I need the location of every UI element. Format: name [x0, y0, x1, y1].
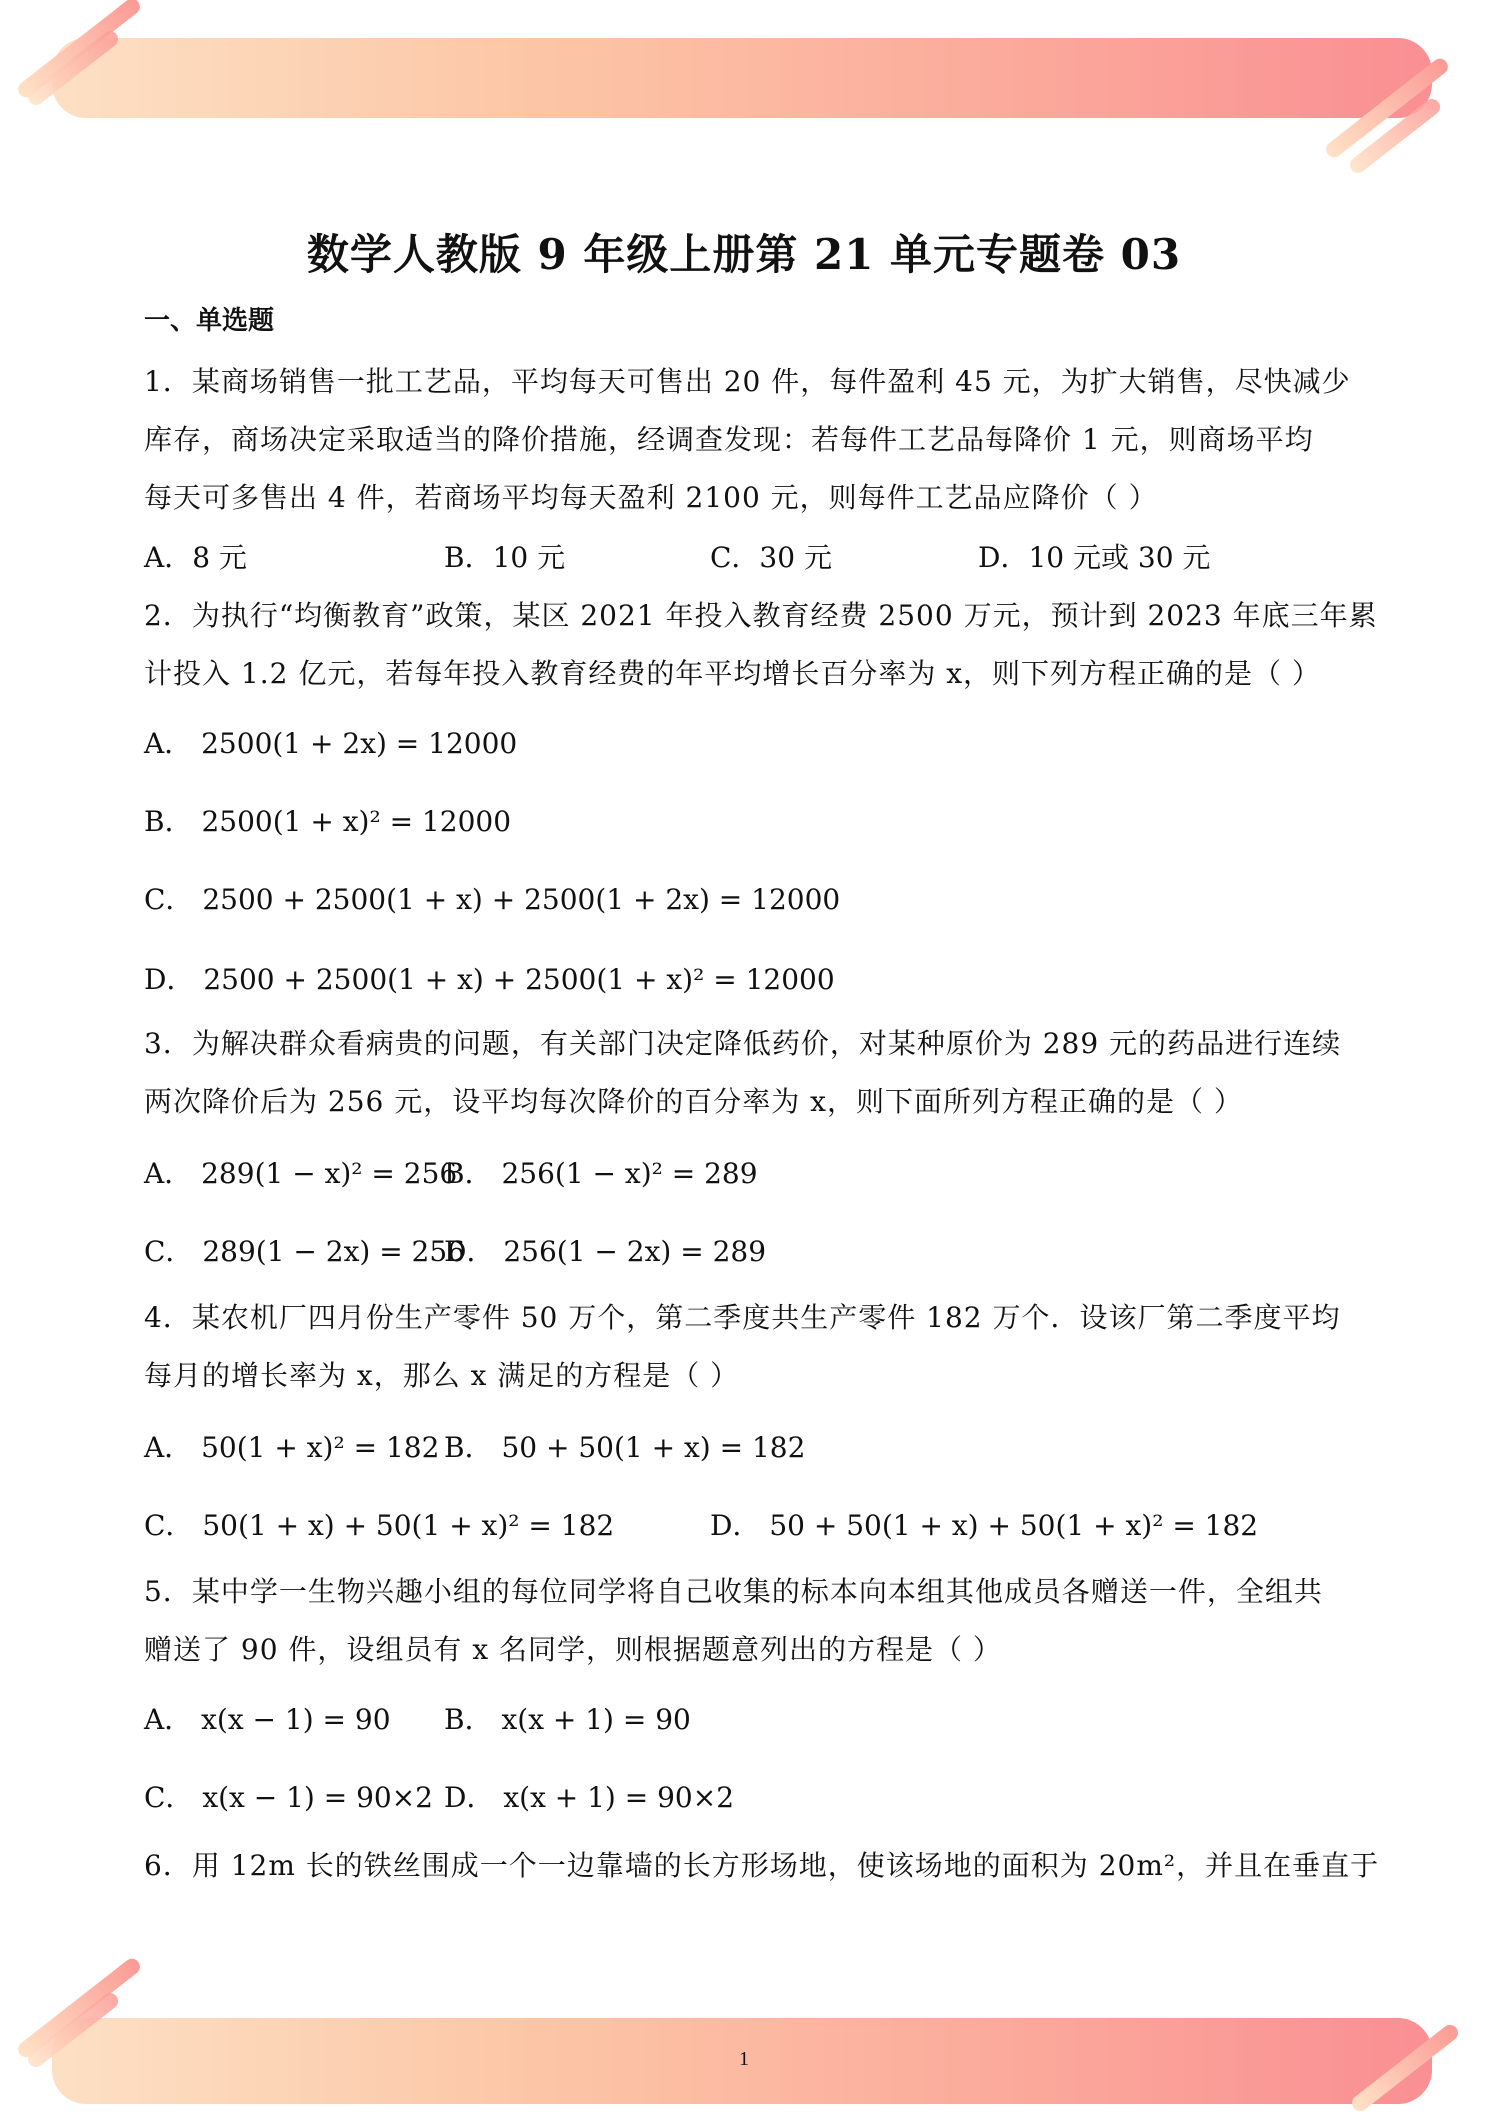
q2-option-b: B． 2500(1 + x)² = 12000 — [144, 805, 512, 838]
q4-option-a: A． 50(1 + x)² = 182 — [144, 1431, 440, 1464]
q2-line-1: 2．为执行“均衡教育”政策，某区 2021 年投入教育经费 2500 万元，预计到 2023 年底三年累 — [144, 599, 1378, 632]
q5-option-d: D． x(x + 1) = 90×2 — [444, 1781, 735, 1814]
q1-option-a: A．8 元 — [144, 541, 247, 574]
q3-option-d: D． 256(1 − 2x) = 289 — [444, 1235, 767, 1268]
q3-line-2: 两次降价后为 256 元，设平均每次降价的百分率为 x，则下面所列方程正确的是（ ） — [144, 1085, 1243, 1118]
q1-option-c: C．30 元 — [710, 541, 832, 574]
section-heading: 一、单选题 — [144, 306, 275, 336]
q5-option-a: A． x(x − 1) = 90 — [144, 1703, 391, 1736]
q2-option-c: C． 2500 + 2500(1 + x) + 2500(1 + 2x) = 12000 — [144, 883, 841, 916]
q5-line-1: 5．某中学一生物兴趣小组的每位同学将自己收集的标本向本组其他成员各赠送一件，全组共 — [144, 1575, 1323, 1608]
q3-option-c: C． 289(1 − 2x) = 256 — [144, 1235, 466, 1268]
header-decoration-band — [52, 38, 1432, 118]
q4-line-1: 4．某农机厂四月份生产零件 50 万个，第二季度共生产零件 182 万个．设该厂第二季度平均 — [144, 1301, 1341, 1334]
q3-option-a: A． 289(1 − x)² = 256 — [144, 1157, 458, 1190]
q4-line-2: 每月的增长率为 x，那么 x 满足的方程是（ ） — [144, 1359, 740, 1392]
q2-option-a: A． 2500(1 + 2x) = 12000 — [144, 727, 518, 760]
q1-line-1: 1．某商场销售一批工艺品，平均每天可售出 20 件，每件盈利 45 元，为扩大销售，尽快减少 — [144, 365, 1351, 398]
q2-line-2: 计投入 1.2 亿元，若每年投入教育经费的年平均增长百分率为 x，则下列方程正确的是（ ） — [144, 657, 1321, 690]
q5-line-2: 赠送了 90 件，设组员有 x 名同学，则根据题意列出的方程是（ ） — [144, 1633, 1002, 1666]
q1-line-2: 库存，商场决定采取适当的降价措施，经调查发现：若每件工艺品每降价 1 元，则商场平均 — [144, 423, 1314, 456]
q5-option-c: C． x(x − 1) = 90×2 — [144, 1781, 433, 1814]
document-title: 数学人教版 9 年级上册第 21 单元专题卷 03 — [306, 230, 1182, 279]
q1-option-b: B．10 元 — [444, 541, 566, 574]
q3-line-1: 3．为解决群众看病贵的问题，有关部门决定降低药价，对某种原价为 289 元的药品进行连续 — [144, 1027, 1342, 1060]
page-number: 1 — [739, 2048, 749, 2070]
q2-option-d: D． 2500 + 2500(1 + x) + 2500(1 + x)² = 12000 — [144, 963, 835, 996]
q4-option-c: C． 50(1 + x) + 50(1 + x)² = 182 — [144, 1509, 615, 1542]
q4-option-d: D． 50 + 50(1 + x) + 50(1 + x)² = 182 — [710, 1509, 1259, 1542]
q5-option-b: B． x(x + 1) = 90 — [444, 1703, 691, 1736]
q1-line-3: 每天可多售出 4 件，若商场平均每天盈利 2100 元，则每件工艺品应降价（ ） — [144, 481, 1158, 514]
q1-option-d: D．10 元或 30 元 — [978, 541, 1211, 574]
q3-option-b: B． 256(1 − x)² = 289 — [444, 1157, 758, 1190]
q6-line-1: 6．用 12m 长的铁丝围成一个一边靠墙的长方形场地，使该场地的面积为 20m²，并且在垂直于 — [144, 1849, 1380, 1882]
q4-option-b: B． 50 + 50(1 + x) = 182 — [444, 1431, 806, 1464]
